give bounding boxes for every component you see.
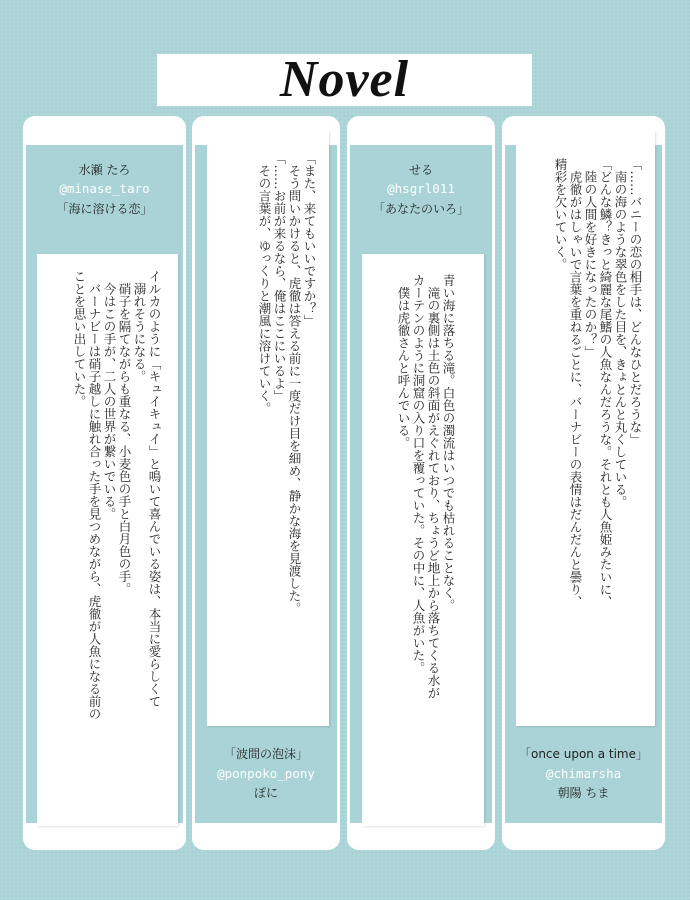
work-title: 「あなたのいろ」 (372, 202, 469, 216)
author-name: 朝陽 ちま (557, 786, 610, 800)
work-panel-1 (23, 116, 186, 850)
story-excerpt: イルカのように「キュイキュイ」と鳴いて喜んでいる姿は、本当に愛らしくて 溺れそうになる。 硝子を隔てながらも重なる、小麦色の手と白月色の手。 今はこの手が、二人の世界が繋いでいる。 バーナビーは硝子越しに触れ合った手を見つめながら、虎徹が人魚になる前の ことを思い出していた。 (72, 270, 162, 720)
story-excerpt: 青い海に落ちる滝。白色の濁流はいつでも枯れることなく。 滝の裏側は土色の斜面がえぐれており、ちょうど地上から落ちてくる水が カーテンのように洞窟の入り口を覆っていた。その中に、人魚がいた。 僕は虎徹さんと呼んでいる。 (396, 274, 456, 699)
work-panel-3 (347, 116, 495, 850)
work-credit (350, 161, 492, 219)
work-credit (505, 744, 662, 802)
story-excerpt-box (516, 130, 655, 726)
panel-bottom-band (195, 823, 337, 847)
work-title: 「once upon a time」 (518, 747, 648, 761)
story-excerpt-box (207, 130, 329, 726)
story-excerpt: 「……バニーの恋の相手は、どんなひとだろうな」 南の海のような翠色をした目を、きょとんと丸くしている。 「どんな鱗？きっと綺麗な尾鰭の人魚なんだろうな。それとも人魚姫みたいに、 陸の人間を好きになったのか？」 虎徹がはしゃいで言葉を重ねるごとに、バーナビーの表情はだんだんと曇り、 精彩を欠いていく。 (553, 158, 643, 608)
story-excerpt-box (37, 254, 178, 826)
work-title: 「海に溶ける恋」 (56, 202, 153, 216)
work-credit (26, 161, 183, 219)
panel-bottom-band (26, 823, 183, 847)
author-handle[interactable]: @chimarsha (545, 766, 622, 781)
work-panel-2 (192, 116, 340, 850)
work-panel-4 (502, 116, 665, 850)
author-handle[interactable]: @hsgrl011 (387, 181, 455, 196)
story-excerpt-box (362, 254, 484, 826)
panel-top-band (26, 119, 183, 145)
title-banner (157, 51, 532, 108)
author-name: ぽに (253, 786, 278, 800)
author-name: せる (408, 163, 433, 177)
author-handle[interactable]: @minase_taro (59, 181, 150, 196)
work-credit (195, 744, 337, 802)
panel-bottom-band (350, 823, 492, 847)
author-name: 水瀬 たろ (78, 163, 131, 177)
work-title: 「波間の泡沫」 (223, 747, 308, 761)
story-excerpt: 「また、来てもいいですか？」 そう問いかけると、虎徹は答える前に一度だけ目を細め、静かな海を見渡した。 「……お前が来るなら、俺はここにいるよ」 その言葉が、ゆっくりと潮風に溶けていく。 (257, 152, 317, 615)
author-handle[interactable]: @ponpoko_pony (217, 766, 315, 781)
panel-top-band (350, 119, 492, 145)
page-title: Novel (279, 51, 410, 108)
panel-bottom-band (505, 823, 662, 847)
